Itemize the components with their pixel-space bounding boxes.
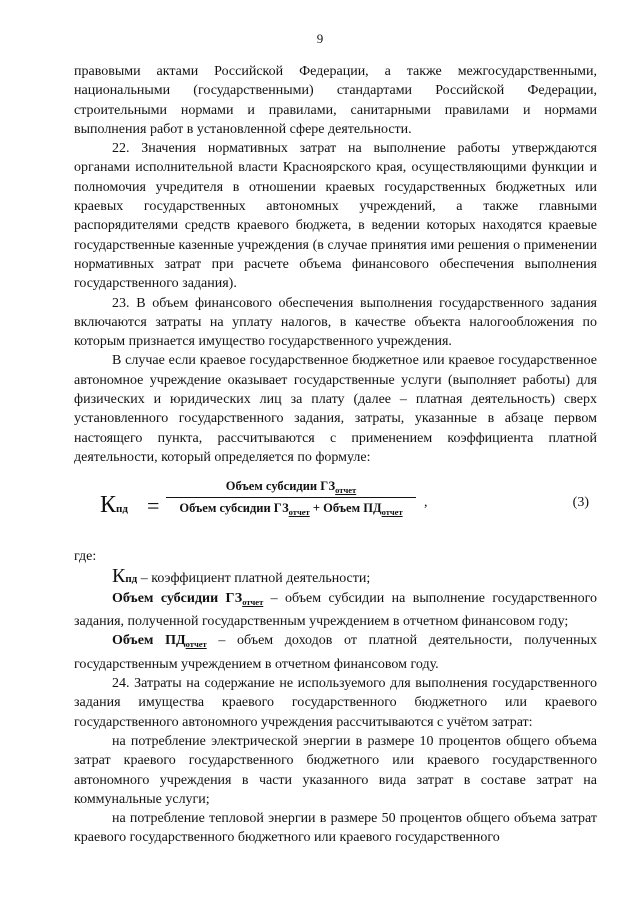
- formula-equals: =: [147, 493, 160, 519]
- paragraph-23: 23. В объем финансового обеспечения выполнения государственного задания включаются затраты на уплату налогов, в качестве объекта налогообложения по которым признается имущество государственного учреждения.: [74, 295, 597, 350]
- where-label: где:: [74, 549, 97, 565]
- paragraph-23-second: В случае если краевое государственное бюджетное или краевое государственное автономное учреждение оказывает государственные услуги (выполняет работы) для физических и юридических лиц за плату (далее – платная деятельность) сверх установленного государственного задания, затраты, указанные в абзаце первом настоящего пункта, рассчитываются с применением коэффициента платной деятельности, который определяется по формуле:: [74, 353, 597, 465]
- formula-comma: ,: [424, 495, 428, 511]
- definition-k-symbol: Кпд: [112, 564, 138, 587]
- formula-denominator: Объем субсидии $ГЗ_{отчет}$ + Объем $ПД_{отчет}$: [179, 501, 403, 518]
- paragraph-24-electric: на потребление электрической энергии в размере 10 процентов общего объема затрат краевого государственного бюджетного или краевого государственного автономного учреждения в части указанного вида затрат в составе затрат на коммунальные услуги;: [74, 733, 597, 807]
- paragraph-24-heat: на потребление тепловой энергии в размере 50 процентов общего объема затрат краевого государственного бюджетного или краевого государственного: [74, 811, 597, 846]
- formula-numerator: Объем субсидии $ГЗ_{отчет}$: [225, 479, 357, 496]
- formula-k-symbol: Кпд: [100, 492, 128, 519]
- formula-3: [74, 473, 597, 541]
- definition-gz: Объем субсидии $ГЗ_{отчет}$ – объем субсидии на выполнение государственного задания, полученной государственным учреждением в отчетном финансовом году;: [74, 590, 597, 630]
- paragraph-24: 24. Затраты на содержание не используемого для выполнения государственного задания имущества краевого государственного бюджетного или краевого государственного автономного учреждения рассчитываются с учётом затрат:: [74, 676, 597, 730]
- fraction-line: [166, 497, 416, 498]
- formula-fraction: [166, 479, 416, 517]
- page-number: 9: [316, 31, 324, 46]
- paragraph-intro: правовыми актами Российской Федерации, а также межгосударственными, национальными (государственными) стандартами Российской Федерации, строительными нормами и правилами, санитарными правилами и нормами выполнения работ в установленной сфере деятельности.: [74, 64, 597, 137]
- formula-number: (3): [572, 495, 589, 511]
- definition-k: Кпд – коэффициент платной деятельности;: [112, 564, 371, 587]
- document-body: [74, 62, 597, 848]
- definition-pd: Объем $ПД_{отчет}$ – объем доходов от платной деятельности, полученных государственным учреждением в отчетном финансовом году.: [74, 633, 598, 672]
- paragraph-22: 22. Значения нормативных затрат на выполнение работы утверждаются органами исполнительной власти Красноярского края, осуществляющими функции и полномочия учредителя в отношении краевых государственных бюджетных или краевых государственных автономных учреждений, а также главными распорядителями средств краевого бюджета, в ведении которых находятся краевые государственные казенные учреждения (в случае принятия ими решения о применении нормативных затрат при расчете объема финансового обеспечения выполнения государственного задания).: [74, 141, 597, 292]
